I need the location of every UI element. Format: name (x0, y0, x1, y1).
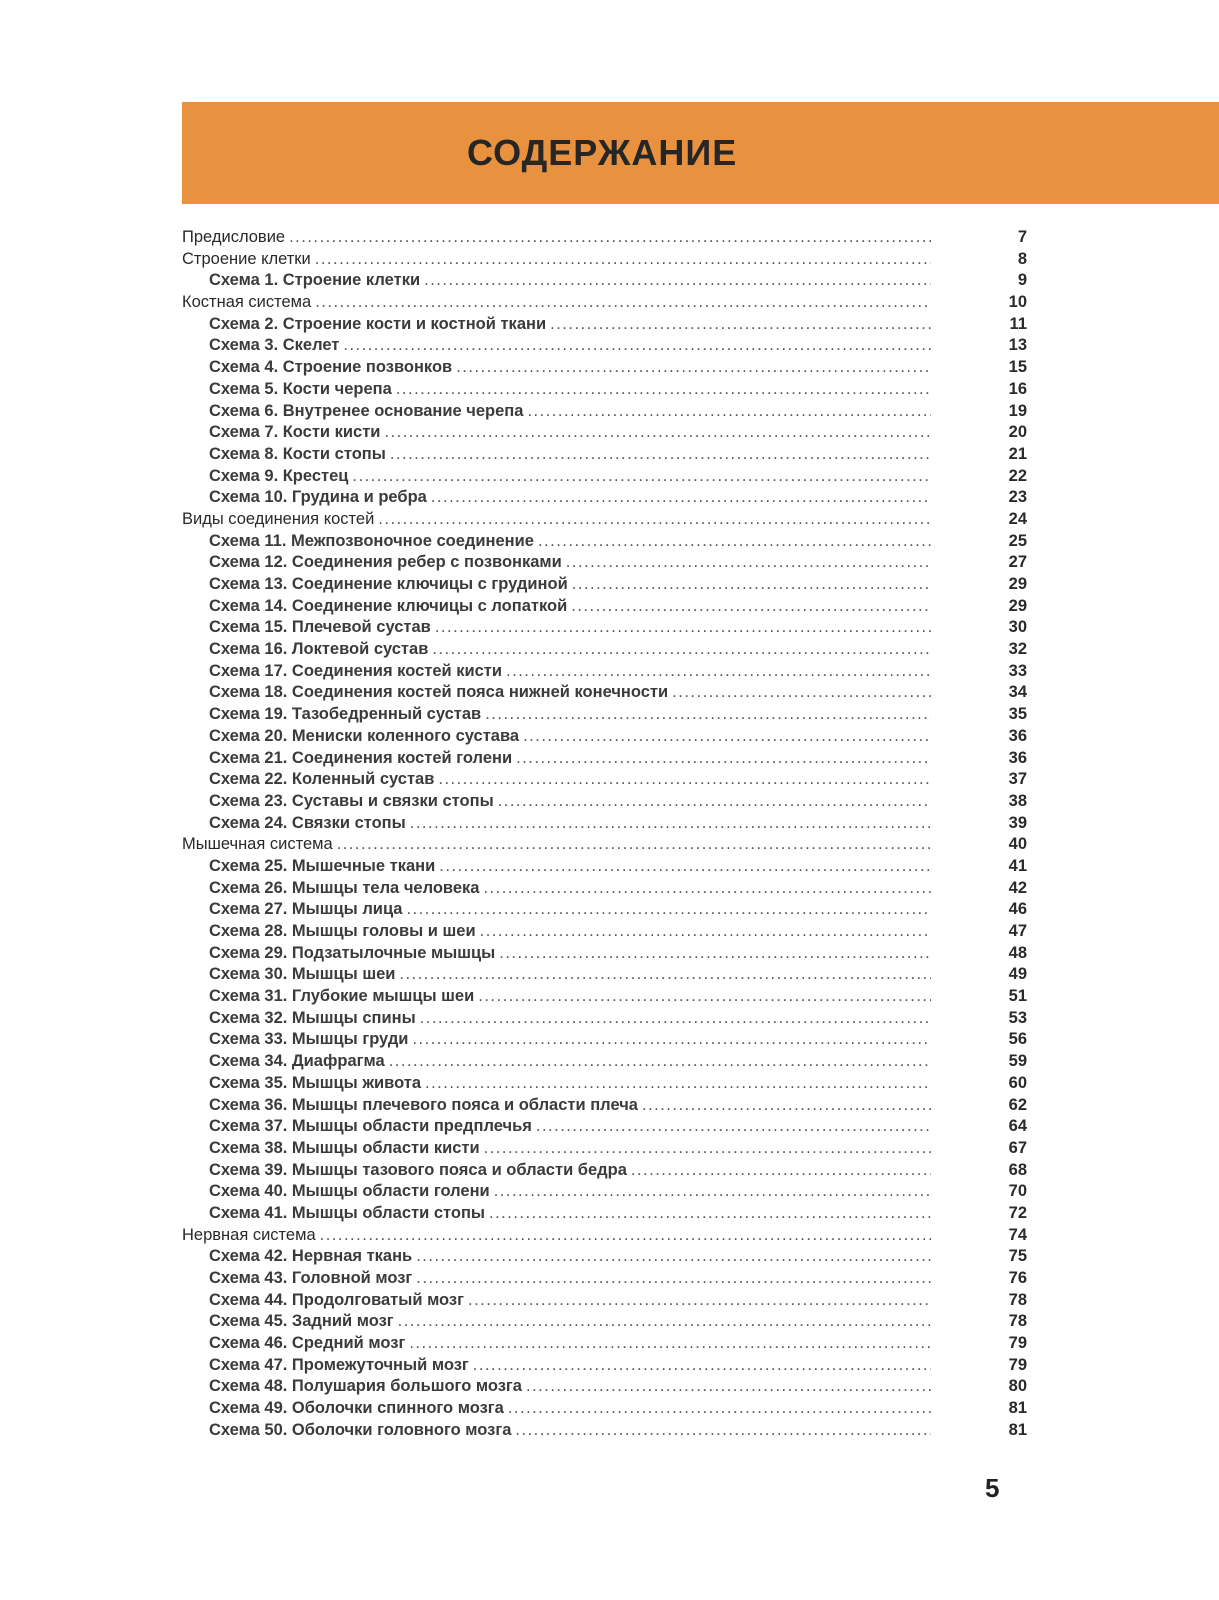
toc-entry-page: 51 (1008, 987, 1027, 1006)
toc-entry-label: Схема 3. Скелет (209, 336, 340, 355)
toc-entry-label: Схема 9. Крестец (209, 466, 349, 485)
dot-leader (384, 422, 931, 444)
toc-entry-label: Схема 29. Подзатылочные мышцы (209, 943, 496, 962)
toc-entry-page: 81 (1008, 1420, 1027, 1439)
dot-leader (498, 791, 931, 813)
dot-leader (536, 1116, 931, 1138)
toc-entry-page: 34 (1008, 683, 1027, 702)
toc-entry-page: 36 (1008, 748, 1027, 767)
dot-leader (315, 249, 931, 271)
dot-leader (484, 1138, 931, 1160)
toc-entry-page: 62 (1008, 1095, 1027, 1114)
toc-entry[interactable] (182, 791, 1027, 813)
toc-entry-label: Схема 8. Кости стопы (209, 444, 386, 463)
toc-entry-label: Схема 16. Локтевой сустав (209, 640, 429, 659)
dot-leader (672, 682, 931, 704)
toc-entry[interactable] (182, 1051, 1027, 1073)
toc-entry[interactable] (182, 856, 1027, 878)
toc-entry[interactable] (182, 487, 1027, 509)
toc-entry[interactable] (182, 726, 1027, 748)
toc-entry-page: 30 (1008, 618, 1027, 637)
toc-section[interactable] (182, 227, 1027, 249)
toc-entry[interactable] (182, 704, 1027, 726)
dot-leader (516, 748, 931, 770)
toc-entry[interactable] (182, 748, 1027, 770)
toc-entry[interactable] (182, 1246, 1027, 1268)
toc-entry-page: 47 (1008, 922, 1027, 940)
toc-entry-label: Предисловие (182, 228, 286, 246)
dot-leader (506, 661, 931, 683)
toc-entry-page: 23 (1008, 488, 1027, 507)
dot-leader (398, 1311, 931, 1333)
dot-leader (508, 1398, 931, 1420)
toc-entry-label: Схема 48. Полушария большого мозга (209, 1377, 522, 1396)
toc-entry-label: Схема 41. Мышцы области стопы (209, 1203, 485, 1222)
toc-entry-page: 19 (1008, 401, 1027, 420)
toc-entry-page: 29 (1008, 596, 1027, 615)
toc-entry-page: 78 (1008, 1290, 1027, 1309)
toc-entry-page: 10 (1008, 293, 1027, 312)
toc-entry[interactable] (182, 1333, 1027, 1355)
toc-entry[interactable] (182, 596, 1027, 618)
toc-entry-page: 53 (1008, 1008, 1027, 1027)
toc-entry[interactable] (182, 1008, 1027, 1030)
toc-section[interactable] (182, 1225, 1027, 1247)
toc-entry-page: 32 (1008, 640, 1027, 659)
dot-leader (389, 1051, 931, 1073)
toc-entry[interactable] (182, 878, 1027, 900)
toc-entry[interactable] (182, 1116, 1027, 1138)
toc-entry-label: Схема 46. Средний мозг (209, 1334, 406, 1353)
toc-entry[interactable] (182, 444, 1027, 466)
toc-entry[interactable] (182, 639, 1027, 661)
dot-leader (456, 357, 931, 379)
toc-entry-page: 39 (1008, 813, 1027, 832)
toc-entry-label: Схема 49. Оболочки спинного мозга (209, 1399, 504, 1418)
header-banner (182, 102, 1219, 204)
toc-entry[interactable] (182, 1290, 1027, 1312)
toc-entry[interactable] (182, 1376, 1027, 1398)
dot-leader (352, 466, 931, 488)
toc-entry-page: 79 (1008, 1355, 1027, 1374)
dot-leader (478, 986, 931, 1008)
toc-entry-page: 76 (1008, 1269, 1027, 1287)
toc-entry[interactable] (182, 1181, 1027, 1203)
toc-entry-label: Схема 20. Мениски коленного сустава (209, 726, 520, 745)
toc-entry-label: Схема 44. Продолговатый мозг (209, 1290, 464, 1309)
dot-leader (515, 1420, 931, 1442)
toc-entry-label: Схема 4. Строение позвонков (209, 358, 453, 377)
dot-leader (473, 1355, 931, 1377)
toc-entry-label: Строение клетки (182, 249, 311, 268)
toc-section[interactable] (182, 834, 1027, 856)
toc-entry-label: Схема 18. Соединения костей пояса нижней конечности (209, 683, 669, 702)
toc-entry-label: Схема 21. Соединения костей голени (209, 748, 513, 767)
toc-entry-label: Схема 25. Мышечные ткани (209, 856, 436, 875)
dot-leader (416, 1246, 931, 1268)
toc-entry-label: Схема 42. Нервная ткань (209, 1247, 413, 1266)
dot-leader (538, 531, 931, 553)
toc-entry-label: Схема 43. Головной мозг (209, 1269, 413, 1287)
toc-entry-page: 24 (1008, 509, 1027, 528)
dot-leader (406, 899, 931, 921)
dot-leader (320, 1225, 931, 1247)
toc-entry-label: Схема 34. Диафрагма (209, 1052, 385, 1071)
toc-entry[interactable] (182, 813, 1027, 835)
toc-entry-page: 16 (1008, 379, 1027, 398)
toc-entry-page: 7 (1017, 228, 1027, 246)
toc-entry-label: Схема 50. Оболочки головного мозга (209, 1420, 512, 1439)
toc-entry[interactable] (182, 1420, 1027, 1442)
toc-section[interactable] (182, 249, 1027, 271)
toc-entry-page: 68 (1008, 1160, 1027, 1179)
dot-leader (485, 704, 931, 726)
toc-entry-label: Схема 6. Внутренее основание черепа (209, 401, 524, 420)
dot-leader (566, 552, 931, 574)
toc-entry-label: Схема 47. Промежуточный мозг (209, 1355, 469, 1374)
toc-entry-page: 13 (1008, 336, 1027, 355)
dot-leader (631, 1160, 931, 1182)
dot-leader (571, 596, 931, 618)
toc-entry-label: Схема 15. Плечевой сустав (209, 618, 431, 637)
toc-entry-label: Схема 32. Мышцы спины (209, 1008, 416, 1027)
toc-entry[interactable] (182, 422, 1027, 444)
toc-entry[interactable] (182, 1138, 1027, 1160)
toc-entry-page: 27 (1008, 553, 1027, 572)
toc-entry-label: Нервная система (182, 1225, 316, 1244)
toc-entry[interactable] (182, 270, 1027, 292)
toc-entry[interactable] (182, 1160, 1027, 1182)
toc-entry[interactable] (182, 314, 1027, 336)
dot-leader (480, 921, 931, 943)
dot-leader (337, 834, 931, 856)
toc-entry-label: Схема 14. Соединение ключицы с лопаткой (209, 596, 568, 615)
toc-entry-label: Схема 12. Соединения ребер с позвонками (209, 553, 562, 572)
toc-entry-label: Схема 11. Межпозвоночное соединение (209, 531, 534, 550)
dot-leader (343, 335, 931, 357)
dot-leader (550, 314, 931, 336)
dot-leader (527, 401, 931, 423)
toc-entry[interactable] (182, 379, 1027, 401)
dot-leader (425, 1073, 931, 1095)
toc-entry[interactable] (182, 574, 1027, 596)
dot-leader (572, 574, 931, 596)
dot-leader (439, 856, 931, 878)
table-of-contents (182, 227, 1027, 1442)
toc-entry[interactable] (182, 1073, 1027, 1095)
toc-entry-page: 75 (1008, 1247, 1027, 1266)
toc-entry-page: 37 (1008, 770, 1027, 789)
dot-leader (378, 509, 931, 531)
toc-entry-page: 67 (1008, 1138, 1027, 1157)
toc-entry[interactable] (182, 1355, 1027, 1377)
dot-leader (416, 1268, 931, 1290)
toc-entry-label: Схема 36. Мышцы плечевого пояса и области плеча (209, 1095, 638, 1114)
toc-entry-label: Схема 13. Соединение ключицы с грудиной (209, 575, 568, 593)
toc-entry-page: 42 (1008, 878, 1027, 897)
toc-entry[interactable] (182, 617, 1027, 639)
toc-entry-page: 25 (1008, 531, 1027, 550)
toc-entry-label: Схема 24. Связки стопы (209, 813, 406, 832)
toc-entry-page: 64 (1008, 1117, 1027, 1136)
toc-entry-page: 80 (1008, 1377, 1027, 1396)
toc-entry-label: Схема 35. Мышцы живота (209, 1073, 422, 1092)
toc-entry-page: 60 (1008, 1073, 1027, 1092)
toc-entry-label: Схема 38. Мышцы области кисти (209, 1138, 480, 1157)
toc-entry-page: 79 (1008, 1334, 1027, 1353)
dot-leader (526, 1376, 931, 1398)
toc-entry[interactable] (182, 335, 1027, 357)
toc-entry-page: 29 (1008, 575, 1027, 593)
toc-entry-page: 48 (1008, 943, 1027, 962)
dot-leader (289, 227, 931, 249)
toc-entry[interactable] (182, 1095, 1027, 1117)
toc-entry-page: 22 (1008, 466, 1027, 485)
toc-entry-page: 15 (1008, 358, 1027, 377)
toc-entry-page: 49 (1008, 965, 1027, 984)
toc-entry[interactable] (182, 1203, 1027, 1225)
dot-leader (431, 487, 931, 509)
toc-entry[interactable] (182, 552, 1027, 574)
toc-entry-page: 40 (1008, 835, 1027, 854)
dot-leader (494, 1181, 931, 1203)
toc-entry[interactable] (182, 921, 1027, 943)
toc-entry-page: 72 (1008, 1203, 1027, 1222)
toc-entry-page: 20 (1008, 423, 1027, 442)
toc-entry-page: 35 (1008, 705, 1027, 724)
toc-entry-label: Виды соединения костей (182, 509, 375, 528)
toc-entry-page: 70 (1008, 1182, 1027, 1201)
toc-entry-label: Схема 37. Мышцы области предплечья (209, 1117, 532, 1136)
dot-leader (642, 1095, 931, 1117)
toc-entry-page: 78 (1008, 1312, 1027, 1331)
toc-entry-page: 38 (1008, 791, 1027, 810)
toc-section[interactable] (182, 509, 1027, 531)
toc-entry-label: Схема 26. Мышцы тела человека (209, 878, 480, 897)
dot-leader (409, 1333, 931, 1355)
dot-leader (399, 964, 931, 986)
toc-entry-label: Схема 30. Мышцы шеи (209, 965, 396, 984)
toc-entry-page: 46 (1008, 900, 1027, 919)
toc-entry-page: 9 (1017, 271, 1027, 290)
toc-entry-label: Схема 27. Мышцы лица (209, 900, 403, 919)
toc-entry-page: 81 (1008, 1399, 1027, 1418)
toc-entry[interactable] (182, 1398, 1027, 1420)
toc-entry-label: Схема 1. Строение клетки (209, 271, 421, 290)
page-title: СОДЕРЖАНИЕ (467, 132, 738, 173)
toc-entry-label: Схема 17. Соединения костей кисти (209, 661, 503, 680)
toc-entry[interactable] (182, 1029, 1027, 1051)
toc-entry-label: Схема 7. Кости кисти (209, 423, 381, 442)
toc-entry-page: 11 (1009, 314, 1027, 333)
toc-entry-page: 41 (1008, 856, 1027, 875)
toc-entry[interactable] (182, 401, 1027, 423)
dot-leader (468, 1290, 931, 1312)
dot-leader (435, 617, 931, 639)
dot-leader (315, 292, 931, 314)
toc-entry-label: Схема 39. Мышцы тазового пояса и области бедра (209, 1160, 627, 1179)
toc-entry-label: Мышечная система (182, 835, 333, 854)
toc-entry[interactable] (182, 986, 1027, 1008)
toc-entry-page: 74 (1008, 1225, 1027, 1244)
dot-leader (483, 878, 931, 900)
toc-entry-page: 56 (1008, 1030, 1027, 1049)
toc-entry-label: Схема 40. Мышцы области голени (209, 1182, 490, 1201)
toc-entry[interactable] (182, 899, 1027, 921)
dot-leader (412, 1029, 931, 1051)
dot-leader (432, 639, 931, 661)
toc-entry[interactable] (182, 964, 1027, 986)
toc-section[interactable] (182, 292, 1027, 314)
toc-entry-label: Схема 5. Кости черепа (209, 379, 392, 398)
toc-entry-label: Схема 31. Глубокие мышцы шеи (209, 987, 475, 1006)
toc-entry-page: 8 (1017, 249, 1027, 268)
toc-entry[interactable] (182, 943, 1027, 965)
toc-entry-label: Схема 19. Тазобедренный сустав (209, 705, 482, 724)
toc-entry[interactable] (182, 1311, 1027, 1333)
dot-leader (489, 1203, 931, 1225)
toc-entry-page: 21 (1008, 444, 1027, 463)
toc-entry-label: Схема 23. Суставы и связки стопы (209, 791, 494, 810)
toc-entry[interactable] (182, 466, 1027, 488)
toc-entry-label: Схема 33. Мышцы груди (209, 1030, 409, 1049)
dot-leader (523, 726, 931, 748)
toc-entry-label: Схема 45. Задний мозг (209, 1312, 394, 1331)
toc-entry-label: Схема 22. Коленный сустав (209, 770, 435, 789)
toc-entry-label: Схема 10. Грудина и ребра (209, 488, 427, 507)
dot-leader (438, 769, 931, 791)
toc-entry-label: Костная система (182, 293, 312, 312)
toc-entry-page: 59 (1008, 1052, 1027, 1071)
page-number: 5 (985, 1473, 1000, 1503)
dot-leader (424, 270, 931, 292)
dot-leader (410, 813, 931, 835)
toc-entry-page: 33 (1008, 661, 1027, 680)
toc-entry[interactable] (182, 661, 1027, 683)
toc-entry-label: Схема 28. Мышцы головы и шеи (209, 922, 476, 940)
dot-leader (420, 1008, 931, 1030)
toc-entry-page: 36 (1008, 726, 1027, 745)
dot-leader (396, 379, 931, 401)
toc-entry[interactable] (182, 531, 1027, 553)
toc-entry[interactable] (182, 769, 1027, 791)
toc-entry[interactable] (182, 357, 1027, 379)
dot-leader (499, 943, 931, 965)
dot-leader (390, 444, 931, 466)
toc-entry[interactable] (182, 682, 1027, 704)
toc-entry-label: Схема 2. Строение кости и костной ткани (209, 314, 547, 333)
toc-entry[interactable] (182, 1268, 1027, 1290)
